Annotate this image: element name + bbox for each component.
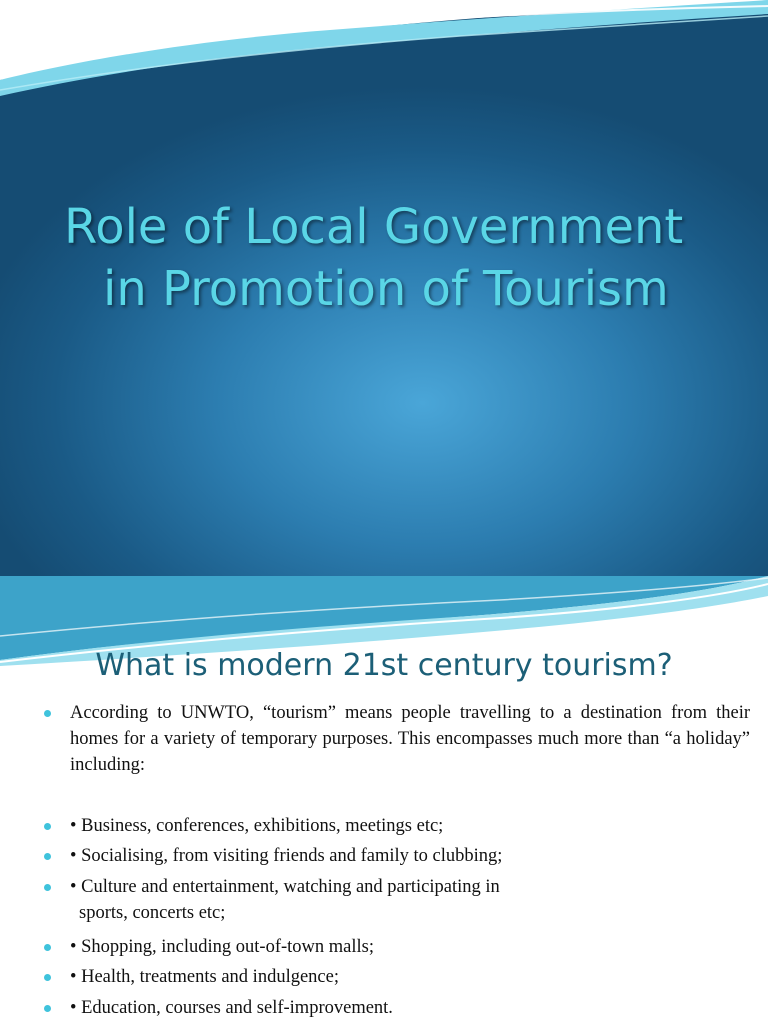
list-item-continuation: sports, concerts etc;	[79, 903, 226, 923]
list-item: • Education, courses and self-improvement.	[70, 998, 393, 1018]
bullet-icon	[44, 823, 51, 830]
bullet-icon	[44, 853, 51, 860]
list-item	[70, 874, 760, 926]
title-line-2: in Promotion of Tourism	[103, 261, 669, 317]
slide-title	[0, 196, 768, 320]
list-item-text: • Culture and entertainment, watching and participating in	[70, 877, 500, 897]
title-line-1: Role of Local Government	[64, 199, 684, 255]
content-slide	[0, 576, 768, 1024]
list-item: • Business, conferences, exhibitions, meetings etc;	[70, 816, 444, 836]
list-item: • Health, treatments and indulgence;	[70, 967, 339, 987]
bullet-icon	[44, 944, 51, 951]
bullet-icon	[44, 1005, 51, 1012]
bullet-icon	[44, 974, 51, 981]
list-item: • Shopping, including out-of-town malls;	[70, 937, 375, 957]
slide-heading: What is modern 21st century tourism?	[95, 648, 673, 683]
bullet-icon	[44, 710, 51, 717]
list-item: • Socialising, from visiting friends and family to clubbing;	[70, 846, 503, 866]
intro-paragraph: According to UNWTO, “tourism” means people travelling to a destination from their homes for a variety of temporary purposes. This encompasses much more than “a holiday” including:	[70, 703, 750, 775]
wave-decoration	[0, 0, 768, 110]
bullet-icon	[44, 884, 51, 891]
